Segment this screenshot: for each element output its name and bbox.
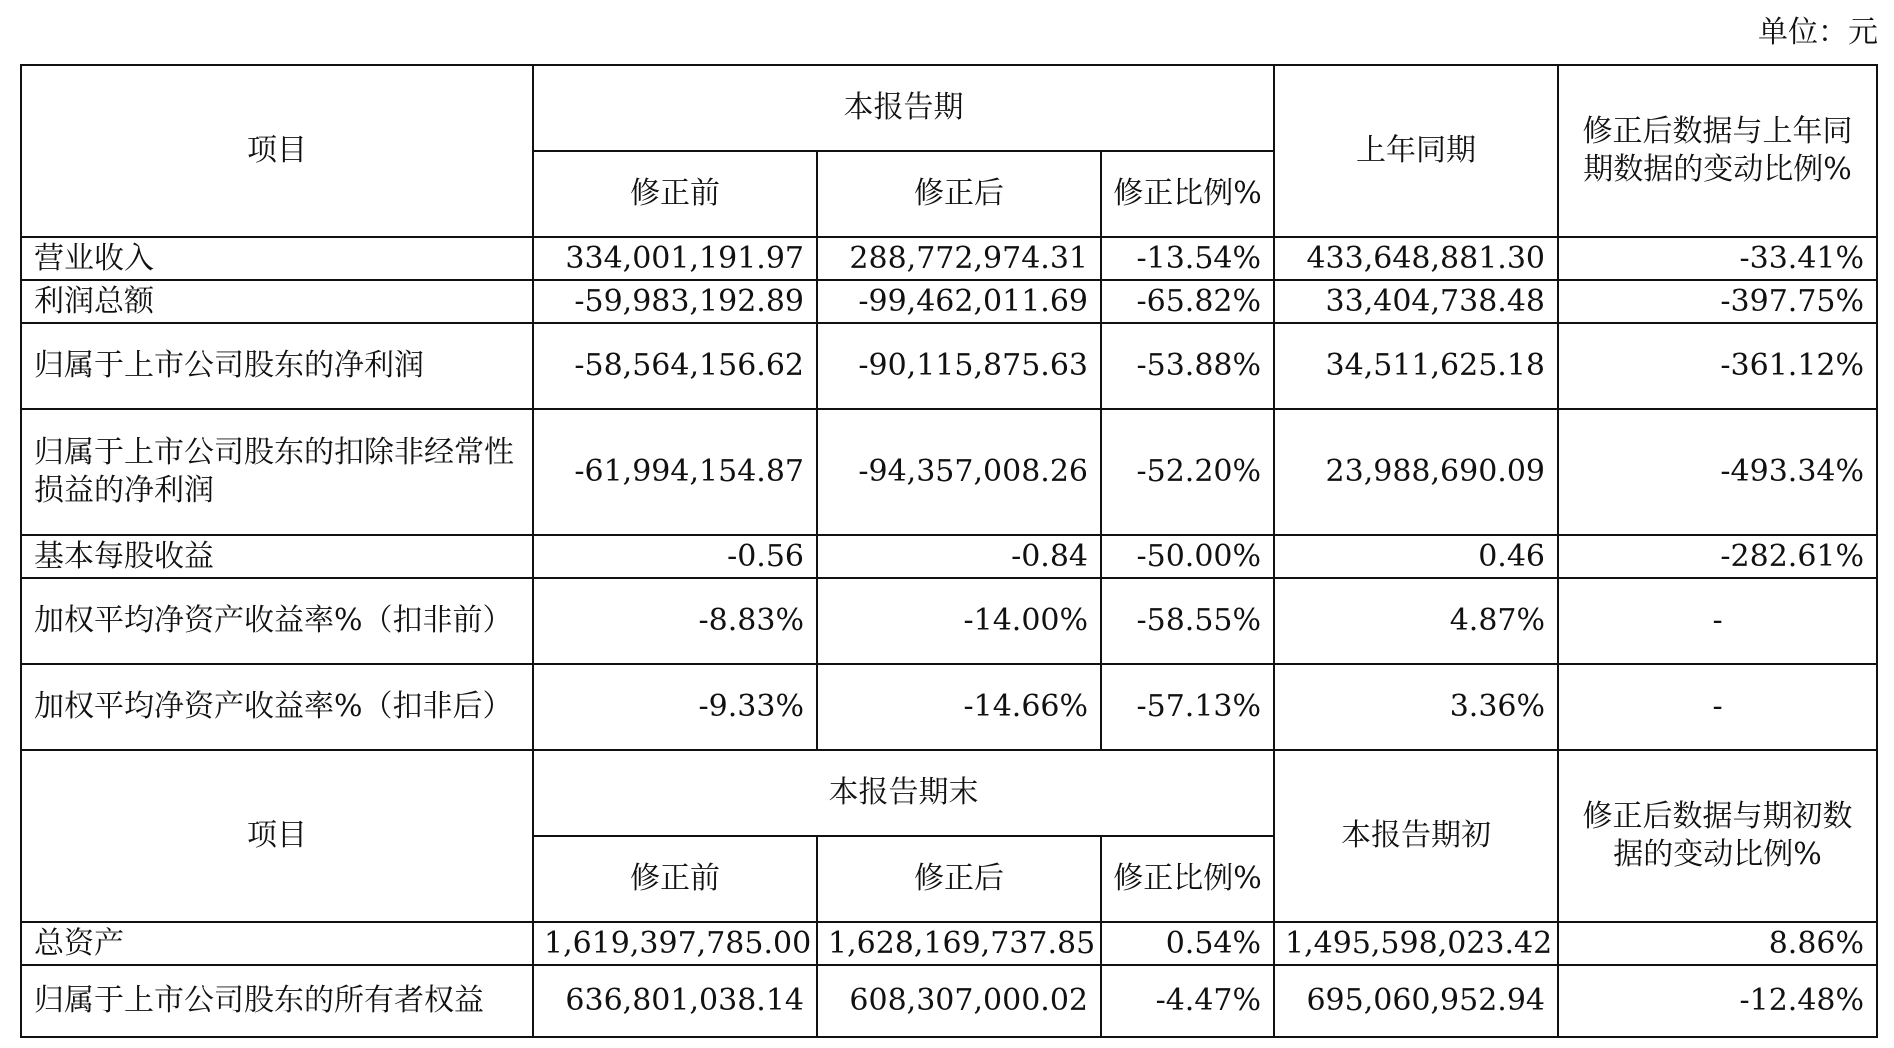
row-label: 利润总额 bbox=[21, 280, 533, 323]
cell-after: -0.84 bbox=[817, 535, 1101, 578]
table-row bbox=[21, 535, 1877, 578]
cell-change: -33.41% bbox=[1558, 237, 1877, 280]
cell-prev: 34,511,625.18 bbox=[1274, 323, 1558, 409]
header-last-year: 上年同期 bbox=[1274, 65, 1558, 237]
table-row bbox=[21, 922, 1877, 965]
cell-prev: 1,495,598,023.42 bbox=[1274, 922, 1558, 965]
header-period-start: 本报告期初 bbox=[1274, 750, 1558, 922]
cell-after: -14.00% bbox=[817, 578, 1101, 664]
header-after: 修正后 bbox=[817, 836, 1101, 922]
row-label: 营业收入 bbox=[21, 237, 533, 280]
cell-ratio: -50.00% bbox=[1101, 535, 1274, 578]
header-item: 项目 bbox=[21, 750, 533, 922]
row-label: 加权平均净资产收益率%（扣非后） bbox=[21, 664, 533, 750]
cell-before: -0.56 bbox=[533, 535, 817, 578]
table-row bbox=[21, 280, 1877, 323]
cell-prev: 433,648,881.30 bbox=[1274, 237, 1558, 280]
cell-change: -361.12% bbox=[1558, 323, 1877, 409]
cell-change: -397.75% bbox=[1558, 280, 1877, 323]
cell-change: - bbox=[1558, 664, 1877, 750]
cell-ratio: -52.20% bbox=[1101, 409, 1274, 535]
table-row bbox=[21, 237, 1877, 280]
header-change: 修正后数据与上年同期数据的变动比例% bbox=[1558, 65, 1877, 237]
cell-prev: 695,060,952.94 bbox=[1274, 965, 1558, 1037]
cell-ratio: -57.13% bbox=[1101, 664, 1274, 750]
header-change: 修正后数据与期初数据的变动比例% bbox=[1558, 750, 1877, 922]
table-row bbox=[21, 409, 1877, 535]
cell-prev: 4.87% bbox=[1274, 578, 1558, 664]
unit-label: 单位：元 bbox=[1758, 15, 1878, 50]
cell-change: -12.48% bbox=[1558, 965, 1877, 1037]
row-label: 基本每股收益 bbox=[21, 535, 533, 578]
row-label: 加权平均净资产收益率%（扣非前） bbox=[21, 578, 533, 664]
cell-after: -94,357,008.26 bbox=[817, 409, 1101, 535]
cell-after: 608,307,000.02 bbox=[817, 965, 1101, 1037]
cell-before: -58,564,156.62 bbox=[533, 323, 817, 409]
header-after: 修正后 bbox=[817, 151, 1101, 237]
header-ratio: 修正比例% bbox=[1101, 151, 1274, 237]
header-period: 本报告期 bbox=[533, 65, 1274, 151]
row-label: 归属于上市公司股东的净利润 bbox=[21, 323, 533, 409]
header-ratio: 修正比例% bbox=[1101, 836, 1274, 922]
cell-before: -8.83% bbox=[533, 578, 817, 664]
header-before: 修正前 bbox=[533, 836, 817, 922]
cell-before: -61,994,154.87 bbox=[533, 409, 817, 535]
cell-prev: 23,988,690.09 bbox=[1274, 409, 1558, 535]
cell-change: 8.86% bbox=[1558, 922, 1877, 965]
section2-header-row bbox=[21, 750, 1877, 836]
cell-before: 1,619,397,785.00 bbox=[533, 922, 817, 965]
cell-after: 288,772,974.31 bbox=[817, 237, 1101, 280]
header-before: 修正前 bbox=[533, 151, 817, 237]
row-label: 总资产 bbox=[21, 922, 533, 965]
cell-prev: 33,404,738.48 bbox=[1274, 280, 1558, 323]
cell-prev: 3.36% bbox=[1274, 664, 1558, 750]
cell-after: -99,462,011.69 bbox=[817, 280, 1101, 323]
row-label: 归属于上市公司股东的所有者权益 bbox=[21, 965, 533, 1037]
cell-ratio: -53.88% bbox=[1101, 323, 1274, 409]
cell-ratio: -65.82% bbox=[1101, 280, 1274, 323]
section1-header-row bbox=[21, 65, 1877, 151]
financial-table bbox=[20, 64, 1878, 1038]
row-label: 归属于上市公司股东的扣除非经常性损益的净利润 bbox=[21, 409, 533, 535]
header-period-end: 本报告期末 bbox=[533, 750, 1274, 836]
cell-after: -90,115,875.63 bbox=[817, 323, 1101, 409]
cell-ratio: 0.54% bbox=[1101, 922, 1274, 965]
cell-before: 334,001,191.97 bbox=[533, 237, 817, 280]
cell-change: -282.61% bbox=[1558, 535, 1877, 578]
table-row bbox=[21, 664, 1877, 750]
cell-before: 636,801,038.14 bbox=[533, 965, 817, 1037]
cell-ratio: -13.54% bbox=[1101, 237, 1274, 280]
header-item: 项目 bbox=[21, 65, 533, 237]
cell-ratio: -4.47% bbox=[1101, 965, 1274, 1037]
cell-ratio: -58.55% bbox=[1101, 578, 1274, 664]
table-row bbox=[21, 578, 1877, 664]
cell-change: - bbox=[1558, 578, 1877, 664]
cell-after: -14.66% bbox=[817, 664, 1101, 750]
cell-prev: 0.46 bbox=[1274, 535, 1558, 578]
table-row bbox=[21, 965, 1877, 1037]
cell-before: -59,983,192.89 bbox=[533, 280, 817, 323]
table-row bbox=[21, 323, 1877, 409]
cell-change: -493.34% bbox=[1558, 409, 1877, 535]
cell-after: 1,628,169,737.85 bbox=[817, 922, 1101, 965]
cell-before: -9.33% bbox=[533, 664, 817, 750]
